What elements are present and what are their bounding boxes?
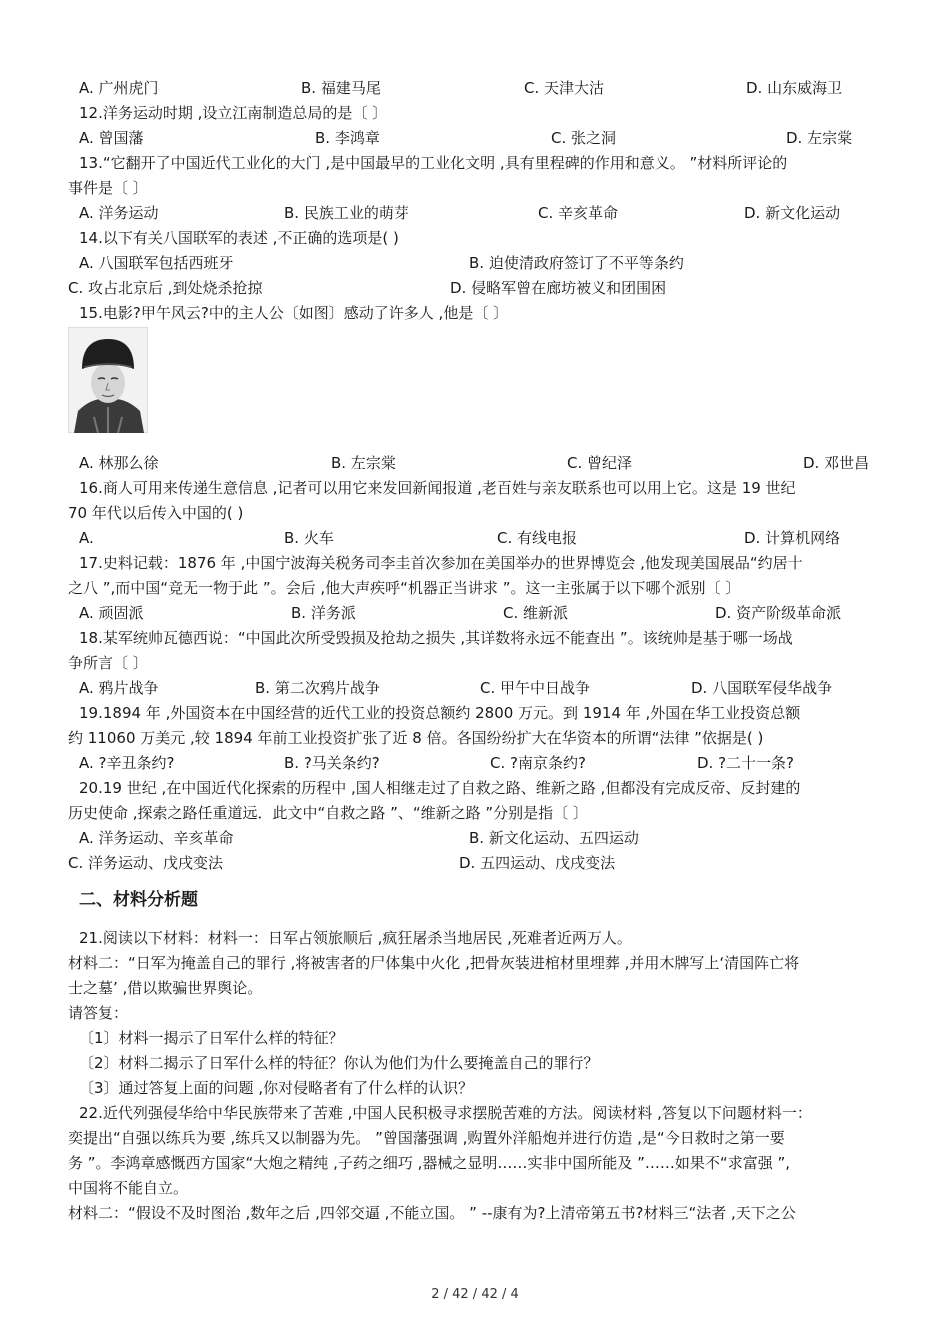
q16-option-d: D. 计算机网络 (744, 529, 841, 547)
q18-option-d: D. 八国联军侵华战争 (691, 679, 833, 697)
q19-option-c: C. ?南京条约? (490, 754, 586, 772)
q11-option-c: C. 天津大沽 (524, 79, 605, 97)
q16-option-c: C. 有线电报 (497, 529, 578, 547)
q17-option-d: D. 资产阶级革命派 (715, 604, 842, 622)
q21-line1: 21.阅读以下材料：材料一：日军占领旅顺后 ,疯狂屠杀当地居民 ,死难者近两万人。 (79, 929, 632, 947)
q11-option-b: B. 福建马尾 (301, 79, 381, 97)
q20-stem-line2: 历史使命 ,探索之路任重道远．此文中“自救之路 ”、“维新之路 ”分别是指〔 〕 (68, 804, 588, 822)
q21-subquestion-3: 〔3〕通过答复上面的问题 ,你对侵略者有了什么样的认识？ (79, 1079, 474, 1097)
q17-stem-line1: 17.史料记载：1876 年 ,中国宁波海关税务司李圭首次参加在美国举办的世界博览会 ,他发现美国展品“约居十 (79, 554, 803, 572)
page-number: 2 / 42 / 42 / 4 (431, 1287, 519, 1302)
q14-option-c: C. 攻占北京后 ,到处烧杀抢掠 (68, 279, 263, 297)
q16-stem-line2: 70 年代以后传入中国的( ) (68, 504, 244, 522)
q16-option-b: B. 火车 (284, 529, 334, 547)
q13-option-a: A. 洋务运动 (79, 204, 159, 222)
q14-option-a: A. 八国联军包括西班牙 (79, 254, 234, 272)
q18-option-a: A. 鸦片战争 (79, 679, 159, 697)
q18-option-c: C. 甲午中日战争 (480, 679, 591, 697)
q21-subquestion-1: 〔1〕材料一揭示了日军什么样的特征？ (79, 1029, 344, 1047)
q15-stem: 15.电影?甲午风云?中的主人公〔如图〕感动了许多人 ,他是〔 〕 (79, 304, 509, 322)
q13-stem-line1: 13.“它翻开了中国近代工业化的大门 ,是中国最早的工业化文明 ,具有里程碑的作用和意义。 ”材料所评论的 (79, 154, 788, 172)
q13-option-b: B. 民族工业的萌芽 (284, 204, 409, 222)
q19-option-b: B. ?马关条约? (284, 754, 380, 772)
q15-option-b: B. 左宗棠 (331, 454, 396, 472)
q22-line2: 奕提出“自强以练兵为要 ,练兵又以制器为先。 ”曾国藩强调 ,购置外洋船炮并进行仿造 ,是“今日救时之第一要 (68, 1129, 785, 1147)
q17-option-b: B. 洋务派 (291, 604, 356, 622)
q20-stem-line1: 20.19 世纪 ,在中国近代化探索的历程中 ,国人相继走过了自救之路、维新之路 ,但都没有完成反帝、反封建的 (79, 779, 801, 797)
q11-option-a: A. 广州虎门 (79, 79, 159, 97)
q19-option-a: A. ?辛丑条约? (79, 754, 175, 772)
q14-option-b: B. 迫使清政府签订了不平等条约 (469, 254, 684, 272)
q20-option-c: C. 洋务运动、戊戌变法 (68, 854, 224, 872)
q18-option-b: B. 第二次鸦片战争 (255, 679, 380, 697)
q17-option-a: A. 顽固派 (79, 604, 144, 622)
q15-option-a: A. 林那么徐 (79, 454, 159, 472)
deng-shichang-portrait (68, 327, 148, 433)
q11-option-d: D. 山东威海卫 (746, 79, 843, 97)
q21-line3: 士之墓’ ,借以欺骗世界舆论。 (68, 979, 263, 997)
q22-line1: 22.近代列强侵华给中华民族带来了苦难 ,中国人民积极寻求摆脱苦难的方法。阅读材料 ,答复以下问题材料一： (79, 1104, 812, 1122)
q19-stem-line2: 约 11060 万美元 ,较 1894 年前工业投资扩张了近 8 倍。各国纷纷扩大在华资本的所谓“法律 ”依据是( ) (68, 729, 764, 747)
q17-stem-line2: 之八 ”,而中国“竞无一物于此 ”。会后 ,他大声疾呼“机器正当讲求 ”。这一主张属于以下哪个派别〔 〕 (68, 579, 741, 597)
q12-option-a: A. 曾国藩 (79, 129, 144, 147)
q16-option-a: A. (79, 529, 94, 547)
q14-stem: 14.以下有关八国联军的表述 ,不正确的选项是( ) (79, 229, 399, 247)
q12-option-b: B. 李鸿章 (315, 129, 380, 147)
q20-option-a: A. 洋务运动、辛亥革命 (79, 829, 234, 847)
q13-stem-line2: 事件是〔 〕 (68, 179, 148, 197)
q13-option-c: C. 辛亥革命 (538, 204, 619, 222)
q17-option-c: C. 维新派 (503, 604, 569, 622)
q20-option-d: D. 五四运动、戊戌变法 (459, 854, 616, 872)
q14-option-d: D. 侵略军曾在廊坊被义和团围困 (450, 279, 667, 297)
q15-option-c: C. 曾纪泽 (567, 454, 633, 472)
q22-line4: 中国将不能自立。 (68, 1179, 189, 1197)
q21-line2: 材料二：“日军为掩盖自己的罪行 ,将被害者的尸体集中火化 ,把骨灰装进棺材里埋葬 ,并用木牌写上‘清国阵亡将 (68, 954, 800, 972)
q21-line4: 请答复： (68, 1004, 129, 1022)
q22-line3: 务 ”。李鸿章感慨西方国家“大炮之精纯 ,子药之细巧 ,器械之显明……实非中国所能及 ”……如果不“求富强 ”, (68, 1154, 791, 1172)
q18-stem-line1: 18.某军统帅瓦德西说：“中国此次所受毁损及抢劫之损失 ,其详数将永远不能查出 ”。该统帅是基于哪一场战 (79, 629, 793, 647)
q20-option-b: B. 新文化运动、五四运动 (469, 829, 639, 847)
q12-option-c: C. 张之洞 (551, 129, 617, 147)
q15-option-d: D. 邓世昌 (803, 454, 870, 472)
q16-stem-line1: 16.商人可用来传递生意信息 ,记者可以用它来发回新闻报道 ,老百姓与亲友联系也可以用上它。这是 19 世纪 (79, 479, 796, 497)
q21-subquestion-2: 〔2〕材料二揭示了日军什么样的特征？你认为他们为什么要掩盖自己的罪行？ (79, 1054, 599, 1072)
section-heading: 二、材料分析题 (79, 890, 198, 910)
q19-stem-line1: 19.1894 年 ,外国资本在中国经营的近代工业的投资总额约 2800 万元。到 1914 年 ,外国在华工业投资总额 (79, 704, 801, 722)
q18-stem-line2: 争所言〔 〕 (68, 654, 148, 672)
q12-option-d: D. 左宗棠 (786, 129, 853, 147)
q22-line5: 材料二：“假设不及时图治 ,数年之后 ,四邻交逼 ,不能立国。 ” --康有为?上清帝第五书?材料三“法者 ,天下之公 (68, 1204, 796, 1222)
q19-option-d: D. ?二十一条? (697, 754, 795, 772)
q12-stem: 12.洋务运动时期 ,设立江南制造总局的是〔 〕 (79, 104, 388, 122)
q13-option-d: D. 新文化运动 (744, 204, 841, 222)
